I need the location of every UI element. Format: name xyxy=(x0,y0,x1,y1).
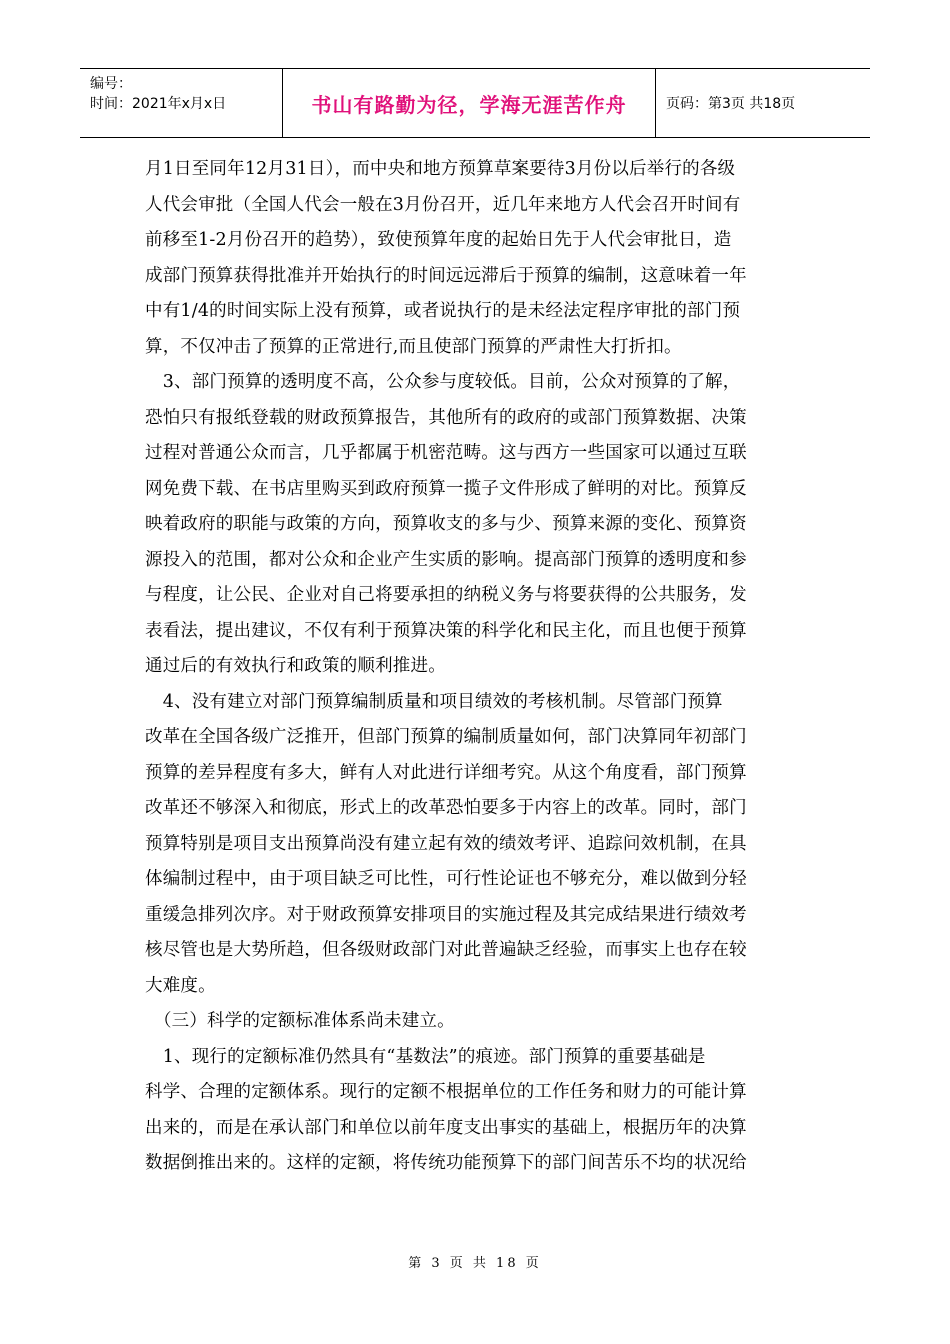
document-number-label: 编号： xyxy=(90,76,132,92)
body-line: 预算特别是项目支出预算尚没有建立起有效的绩效考评、追踪问效机制，在具 xyxy=(145,833,747,854)
page-footer: 第 3 页 共 18 页 xyxy=(408,1256,542,1271)
body-line: 体编制过程中，由于项目缺乏可比性，可行性论证也不够充分，难以做到分轻 xyxy=(145,869,747,889)
body-line: 4、没有建立对部门预算编制质量和项目绩效的考核机制。尽管部门预算 xyxy=(145,691,723,712)
body-line: 网免费下载、在书店里购买到政府预算一揽子文件形成了鲜明的对比。预算反 xyxy=(145,478,747,499)
body-line: 出来的，而是在承认部门和单位以前年度支出事实的基础上，根据历年的决算 xyxy=(145,1117,747,1138)
body-line: 通过后的有效执行和政策的顺利推进。 xyxy=(145,656,446,676)
body-line: 月1日至同年12月31日），而中央和地方预算草案要待3月份以后举行的各级 xyxy=(145,159,736,179)
body-line: 过程对普通公众而言，几乎都属于机密范畴。这与西方一些国家可以通过互联 xyxy=(145,443,747,463)
body-line: 算，不仅冲击了预算的正常进行,而且使部门预算的严肃性大打折扣。 xyxy=(145,336,682,357)
document-date: 时间：2021年x月x日 xyxy=(90,96,227,112)
page-header xyxy=(80,68,870,138)
body-line: 数据倒推出来的。这样的定额，将传统功能预算下的部门间苦乐不均的状况给 xyxy=(145,1153,747,1173)
body-line: 预算的差异程度有多大，鲜有人对此进行详细考究。从这个角度看，部门预算 xyxy=(145,762,747,783)
body-line: 3、部门预算的透明度不高，公众参与度较低。目前，公众对预算的了解， xyxy=(145,372,741,392)
body-line: 表看法，提出建议，不仅有利于预算决策的科学化和民主化，而且也便于预算 xyxy=(145,620,747,641)
body-line: 核尽管也是大势所趋，但各级财政部门对此普遍缺乏经验，而事实上也存在较 xyxy=(145,940,747,960)
body-line: 改革还不够深入和彻底，形式上的改革恐怕要多于内容上的改革。同时，部门 xyxy=(145,798,747,818)
body-line: （三）科学的定额标准体系尚未建立。 xyxy=(145,1011,455,1031)
body-line: 改革在全国各级广泛推开，但部门预算的编制质量如何，部门决算同年初部门 xyxy=(145,727,747,747)
body-line: 人代会审批（全国人代会一般在3月份召开，近几年来地方人代会召开时间有 xyxy=(145,194,741,215)
body-line: 映着政府的职能与政策的方向，预算收支的多与少、预算来源的变化、预算资 xyxy=(145,514,747,534)
header-motto: 书山有路勤为径，学海无涯苦作舟 xyxy=(283,69,656,137)
body-line: 源投入的范围，都对公众和企业产生实质的影响。提高部门预算的透明度和参 xyxy=(145,549,747,570)
body-line: 与程度，让公民、企业对自己将要承担的纳税义务与将要获得的公共服务，发 xyxy=(145,585,747,605)
body-line: 重缓急排列次序。对于财政预算安排项目的实施过程及其完成结果进行绩效考 xyxy=(145,904,747,925)
document-body xyxy=(145,152,807,1182)
body-line: 科学、合理的定额体系。现行的定额不根据单位的工作任务和财力的可能计算 xyxy=(145,1082,747,1102)
body-line: 成部门预算获得批准并开始执行的时间远远滞后于预算的编制，这意味着一年 xyxy=(145,265,747,286)
body-line: 恐怕只有报纸登载的财政预算报告，其他所有的政府的或部门预算数据、决策 xyxy=(145,407,747,428)
body-line: 中有1/4的时间实际上没有预算，或者说执行的是未经法定程序审批的部门预 xyxy=(145,301,741,321)
body-line: 前移至1-2月份召开的趋势），致使预算年度的起始日先于人代会审批日，造 xyxy=(145,230,732,250)
body-line: 大难度。 xyxy=(145,975,216,996)
header-page-info: 页码：第3页 共18页 xyxy=(666,96,796,112)
body-line: 1、现行的定额标准仍然具有“基数法”的痕迹。部门预算的重要基础是 xyxy=(145,1046,706,1067)
header-meta xyxy=(80,69,283,137)
